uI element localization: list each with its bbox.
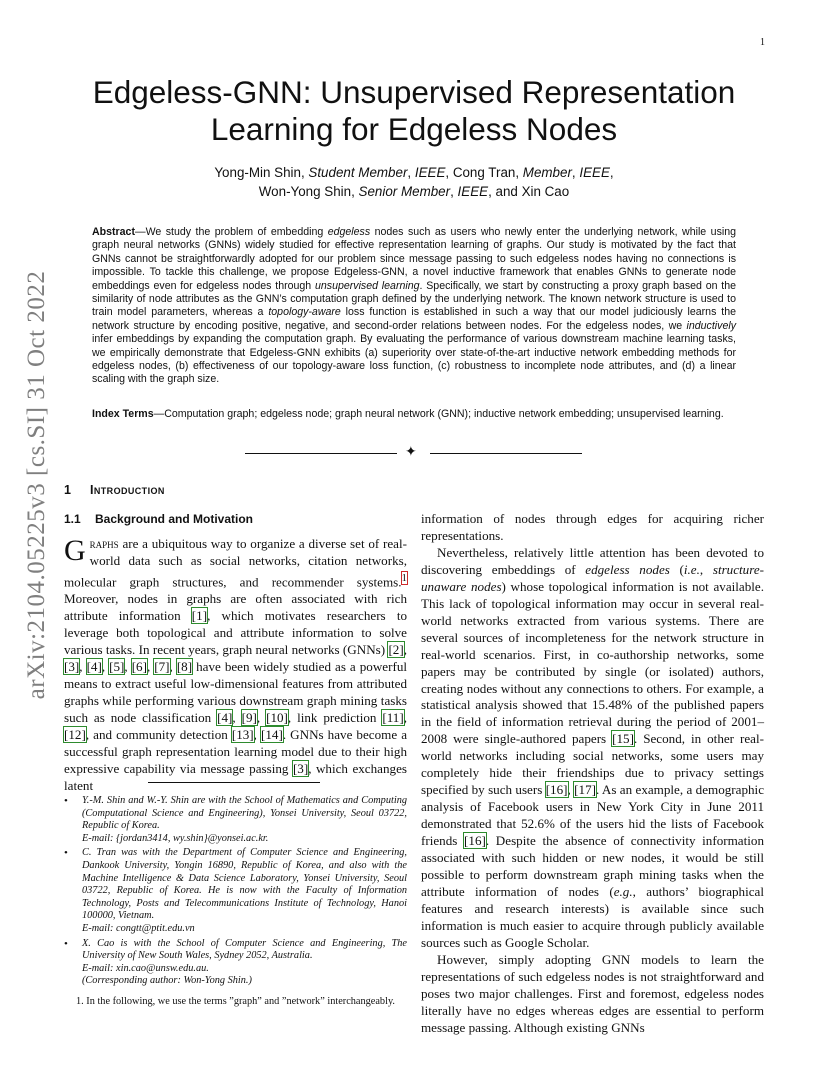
small-caps-word: raphs [89,536,119,551]
footnote-rule [148,782,320,783]
section-number: 1 [64,483,71,497]
corresponding-author: (Corresponding author: Won-Yong Shin.) [82,975,252,987]
abstract-emphasis: topology-aware [268,306,341,319]
citation-link[interactable]: [17] [574,782,596,798]
drop-cap: G [64,534,86,567]
affiliation-email: E-mail: xin.cao@unsw.edu.au. [82,962,209,974]
abstract-text: nodes such as users who newly enter the underlying network, while using graph neural networks (GNNs) widely studied for effective representation learning of graphs. Our study is motivated by the fact that GNNs cannot be straightforwardly adopted for our problem since message passing to such edgeless nodes having no connections is impossible. To tackle this challenge, we propose Edgeless-GNN, a novel inductive framework that enables GNNs to generate node embeddings even for edgeless nodes through [92,226,736,292]
body-text: , link prediction [287,709,383,725]
body-emphasis: structure-unaware nodes [421,561,764,594]
author-org: IEEE [579,165,610,180]
body-paragraph: information of nodes through edges for acquiring richer representations. [421,511,764,543]
body-text: . Despite the absence of connectivity information associated with such hidden or new nodes, it would be still possible to perform downstream graph mining tasks when the attribute information of nodes ( [421,833,764,899]
body-text: ) whose topological information is not available. This lack of topological information may occur in several real-world networks extracted from various systems. There are several sources of incompleteness for the network structure in real-world scenarios. First, in co-authorship networks, some papers may be contributed by single (or isolated) authors, creating nodes without any connections to others. For example, a statistical analysis showed that 15.48% of the published papers in the field of information retrieval during the period of 2001–2008 were single-authored papers [421,578,764,747]
intro-paragraph: Graphs are a ubiquitous way to organize a diverse set of real-world data such as social networks, citation networks, molecular graph structures, and recommender systems.$^1$ Moreover, nodes in graphs are often associated with rich attribute information [1], which motivates researchers to leverage both topological and attribute information to solve various tasks. In recent years, graph neural networks (GNNs) [2], [3], [4], [5], [6], [7], [8] have been widely studied as a powerful means to extract useful low-dimensional features from attributed graphs while performing various downstream graph mining tasks such as node classification [4], [9], [10], link prediction [11], [12], and community detection [13], [14]. GNNs have become a successful graph representation learning model due to their high expressive capability via message passing [3], which exchanges latent [64,534,408,793]
body-text: , and community detection [85,726,232,742]
author-name: , Cong Tran, [445,165,523,180]
citation-link[interactable]: [13] [231,726,254,742]
title-line-1: Edgeless-GNN: Unsupervised Representation [92,74,736,110]
subsection-heading [64,512,253,526]
section-separator [0,444,828,461]
body-text: . As an example, a demographic analysis of Facebook users in New York City in June 2011 demonstrated that 52.6% of the users hid the lists of Facebook friends [421,782,765,849]
citation-link[interactable]: [4] [217,709,233,725]
abstract-emphasis: inductively [686,319,736,332]
body-text: . GNNs have become a successful graph representation learning model due to their high expressive capability via message passing [64,726,408,776]
body-text: have been widely studied as a powerful means to extract useful low-dimensional features from attributed graphs while performing various downstream graph mining tasks such as node classification [64,659,408,725]
affiliation-text: X. Cao is with the School of Computer Science and Engineering, The University of New South Wales, Sydney 2052, Australia. [82,937,407,962]
citation-link[interactable]: [7] [154,659,170,675]
footnote-link[interactable]: 1 [401,571,407,584]
body-text: are a ubiquitous way to organize a diverse set of real-world data such as social networks, citation networks, molecular graph structures, and recommender systems. [64,536,407,590]
citation-link[interactable]: [3] [292,760,309,776]
left-column-body [64,536,407,795]
abstract-emphasis: unsupervised learning [315,279,420,292]
author-role: Student Member [308,165,408,180]
affiliation-note [64,938,407,988]
body-text: . Second, in other real-world networks including social networks, some users may completely hide their friendships due to privacy settings specified by such users [421,731,764,798]
citation-link[interactable]: [1] [191,608,208,624]
affiliation-note [64,795,407,845]
affiliation-text: C. Tran was with the Department of Computer Science and Engineering, Dankook University, Yongin 16890, Republic of Korea, and also with the Machine Intelligence & Data Science Laboratory, Yonsei University, Seoul 03722, Republic of Korea. He is now with the Faculty of Information Technology, Posts and Telecommunications Institute of Technology, Hanoi 100000, Vietnam. [82,847,407,922]
affiliation-email: E-mail: congtt@ptit.edu.vn [82,922,195,934]
citation-link[interactable]: [9] [241,709,257,725]
author-name: Yong-Min Shin, [214,165,309,180]
author-org: IEEE [414,165,446,180]
author-name: Won-Yong Shin, [258,184,359,199]
citation-link[interactable]: [14] [261,726,283,742]
body-paragraph: Nevertheless, relatively little attention has been devoted to discovering embeddings of edgeless nodes (i.e., structure-unaware nodes) whose topological information is not available. This lack of topological information may occur in several real-world networks extracted from various systems. There are several sources of incompleteness for the network structure in real-world scenarios. First, in co-authorship networks, some papers may be contributed by single (or isolated) authors, creating nodes without any connections to others. For example, a statistical analysis showed that 15.48% of the published papers in the field of information retrieval during the period of 2001–2008 were single-authored papers [15]. Second, in other real-world networks including social networks, some users may completely hide their friendships due to privacy settings specified by such users [16], [17]. As an example, a demographic analysis of Facebook users in New York City in June 2011 demonstrated that 52.6% of the users hid the lists of Facebook friends [16]. Despite the absence of connectivity information associated with such hidden or new nodes, it would be still possible to perform downstream graph mining tasks when the attribute information of nodes (e.g., authors’ biographical features and research interests) is available since such information is much easier to acquire through publicly available sources such as Google Scholar. [421,544,765,950]
page-number: 1 [760,37,765,48]
body-paragraph: However, simply adopting GNN models to learn the representations of such edgeless nodes is not straightforward and poses two major challenges. First and foremost, edgeless nodes literally have no edges whereas edges are essential to perform message passing. Although existing GNNs [421,951,764,1035]
affiliation-note [64,847,407,935]
citation-link[interactable]: [11] [382,709,404,725]
bullet-icon: • [64,847,68,860]
author-list: Yong-Min Shin, Student Member, IEEE, Cong Tran, Member, IEEE, Won-Yong Shin, Senior Member, IEEE, and Xin Cao [214,165,614,199]
abstract-text: loss function is established in such a way that our model judiciously learns the network structure by encoding positive, negative, and second-order relations between nodes. For the edgeless nodes, we [92,306,736,332]
citation-link[interactable]: [4] [86,659,102,675]
citation-link[interactable]: [10] [266,709,288,725]
author-role: Senior Member [358,184,451,199]
abstract-text: infer embeddings by expanding the computation graph. By evaluating the performance of various downstream machine learning tasks, we empirically demonstrate that Edgeless-GNN exhibits (a) superiority over state-of-the-art inductive network embedding methods for edgeless nodes, (b) effectiveness of our topology-aware loss function, (c) robustness to incomplete node attributes, and (d) a linear scaling with the graph size. [92,333,736,386]
right-column-body [421,511,764,1037]
index-terms [92,408,736,421]
abstract-emphasis: edgeless [327,226,371,238]
body-emphasis: i.e. [683,561,700,577]
citation-link[interactable]: [16] [464,833,486,849]
index-terms-text: —Computation graph; edgeless node; graph neural network (GNN); inductive network embedding; unsupervised learning. [153,408,724,420]
section-title: Introduction [90,483,165,497]
abstract-text: —We study the problem of embedding [134,226,328,238]
body-emphasis: edgeless nodes [585,561,670,577]
section-heading [64,483,165,497]
paper-title [60,74,768,148]
body-text: ( [669,561,684,577]
subsection-title: Background and Motivation [95,512,254,526]
bullet-icon: • [64,937,68,950]
author-role: Member [522,165,572,180]
abstract-text: . Specifically, we start by constructing a proxy graph based on the similarity of node attributes as the GNN’s computation graph defined by the underlying network. The known network structure is used to train model parameters, whereas a [92,279,736,319]
subsection-number: 1.1 [64,512,81,526]
separator-star-icon: ✦ [405,444,417,460]
title-line-2: Learning for Edgeless Nodes [210,111,618,147]
citation-link[interactable]: [6] [131,659,147,675]
author-name: , and Xin Cao [488,184,570,199]
separator-line-right [430,453,582,454]
citation-link[interactable]: [2] [388,642,404,658]
body-text: , [699,561,713,577]
citation-link[interactable]: [8] [176,659,193,675]
body-text: Nevertheless, relatively little attention has been devoted to discovering embeddings of [421,544,764,577]
body-text: , authors’ biographical features and research interests) is available since such information is much easier to acquire through publicly available sources such as Google Scholar. [421,883,764,950]
author-org: IEEE [457,184,489,199]
arxiv-stamp [17,270,57,700]
citation-link[interactable]: [16] [545,782,568,798]
affiliation-text: Y.-M. Shin and W.-Y. Shin are with the School of Mathematics and Computing (Computational Science and Engineering), Yonsei University, Seoul 03722, Republic of Korea. [82,795,407,832]
body-text: , which exchanges latent [64,760,407,793]
citation-link[interactable]: [3] [64,659,80,675]
arxiv-stamp-text: arXiv:2104.05225v3 [cs.SI] 31 Oct 2022 [23,270,50,700]
body-emphasis: e.g. [613,883,633,899]
citation-link[interactable]: [12] [64,726,86,742]
body-text: Moreover, nodes in graphs are often associated with rich attribute information [64,591,407,624]
abstract [92,226,736,387]
citation-link[interactable]: [15] [612,731,634,747]
footnote-text: 1. In the following, we use the terms ”graph” and ”network” interchangeably. [76,995,395,1007]
footnotes [64,795,407,1009]
separator-line-left [245,453,397,454]
body-text: , which motivates researchers to leverage both topological and attribute information to solve various tasks. In recent years, graph neural networks (GNNs) [64,608,408,658]
citation-link[interactable]: [5] [109,659,125,675]
abstract-label: Abstract [92,226,135,238]
bullet-icon: • [64,795,68,807]
affiliation-email: E-mail: {jordan3414, wy.shin}@yonsei.ac.kr. [82,832,269,844]
index-terms-label: Index Terms [92,408,154,420]
